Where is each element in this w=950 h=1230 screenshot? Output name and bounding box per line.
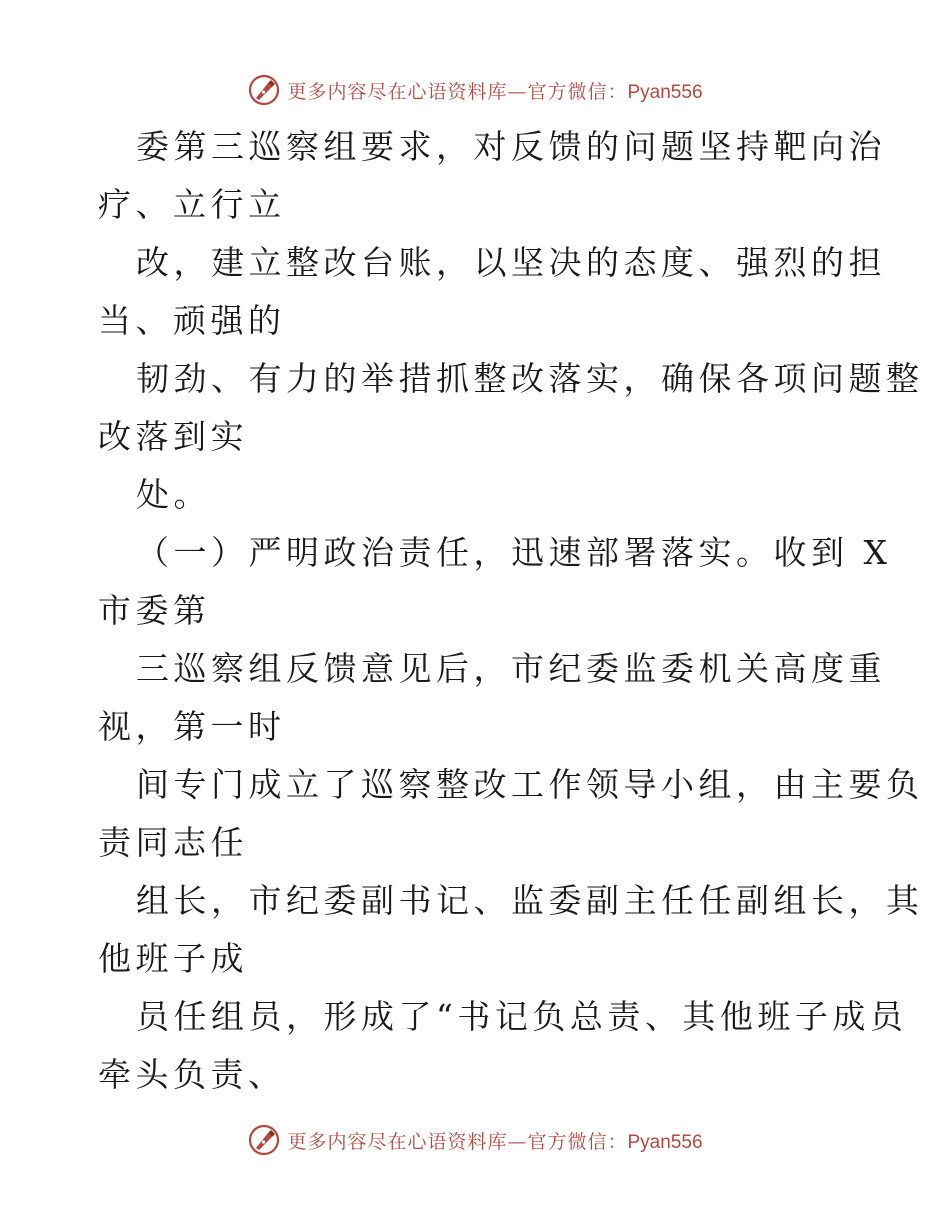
body-line: 责同志任: [98, 823, 248, 862]
watermark-footer: [0, 1120, 950, 1160]
watermark-text: 更多内容尽在心语资料库—官方微信：Pyan556: [287, 80, 703, 103]
body-line: 疗、立行立: [98, 185, 286, 224]
document-body: [98, 118, 924, 1104]
body-line: 他班子成: [98, 939, 248, 978]
body-line: 三巡察组反馈意见后，市纪委监委机关高度重: [136, 649, 886, 688]
pen-nib-logo-icon: [247, 73, 281, 107]
body-line: 员任组员，形成了“书记负总责、其他班子成员: [136, 997, 908, 1036]
body-line: 改落到实: [98, 417, 248, 456]
body-line: 改，建立整改台账，以坚决的态度、强烈的担: [136, 243, 886, 282]
section-heading-line: （一）严明政治责任，迅速部署落实。收到 X: [136, 533, 892, 572]
body-line: 间专门成立了巡察整改工作领导小组，由主要负: [136, 765, 924, 804]
body-line: 视，第一时: [98, 707, 286, 746]
pen-nib-logo-icon: [247, 1123, 281, 1157]
body-line: 处。: [136, 475, 211, 514]
body-line: 组长，市纪委副书记、监委副主任任副组长，其: [136, 881, 924, 920]
body-line: 市委第: [98, 591, 211, 630]
watermark-text: 更多内容尽在心语资料库—官方微信：Pyan556: [287, 1130, 703, 1153]
body-line: 委第三巡察组要求，对反馈的问题坚持靶向治: [136, 127, 886, 166]
watermark-header: [0, 70, 950, 110]
body-line: 当、顽强的: [98, 301, 286, 340]
body-line: 韧劲、有力的举措抓整改落实，确保各项问题整: [136, 359, 924, 398]
body-line: 牵头负责、: [98, 1055, 286, 1094]
